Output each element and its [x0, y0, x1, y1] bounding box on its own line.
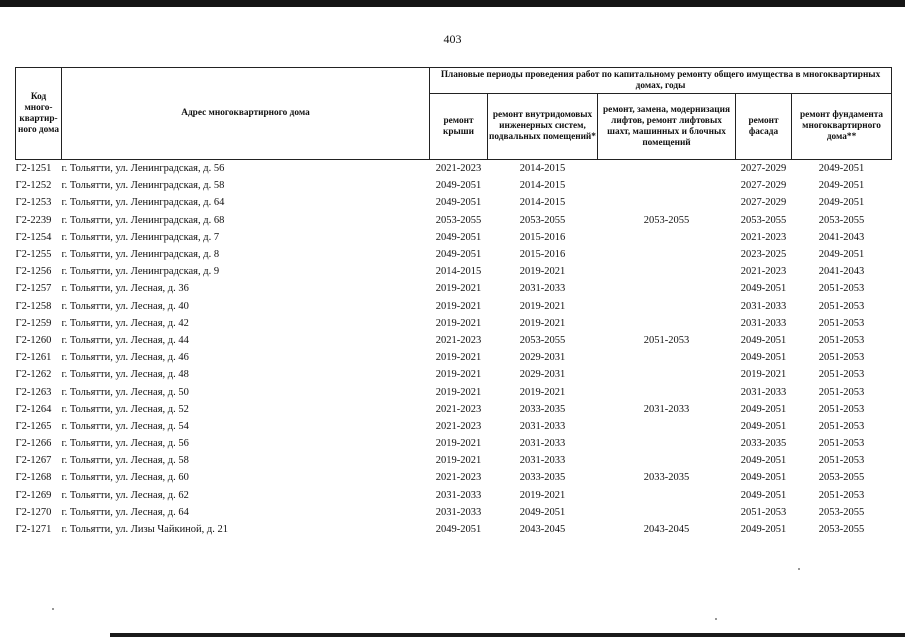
cell-elevators: 2033-2035 [643, 472, 690, 484]
cell-roof: 2021-2023 [435, 163, 482, 175]
cell-roof: 2019-2021 [435, 386, 482, 398]
cell-engineering: 2031-2033 [519, 283, 566, 295]
cell-engineering: 2053-2055 [519, 214, 566, 226]
cell-roof: 2021-2023 [435, 472, 482, 484]
cell-code: Г2-1267 [15, 455, 52, 467]
cell-facade: 2027-2029 [740, 197, 787, 209]
cell-code: Г2-1266 [15, 438, 52, 450]
cell-roof: 2021-2023 [435, 403, 482, 415]
table-row [16, 315, 892, 332]
table-row [16, 383, 892, 400]
cell-facade: 2049-2051 [740, 283, 787, 295]
cell-address: г. Тольятти, ул. Лесная, д. 52 [61, 403, 189, 415]
cell-facade: 2049-2051 [740, 420, 787, 432]
cell-code: Г2-1270 [15, 506, 52, 518]
table-row [16, 418, 892, 435]
cell-elevators [598, 229, 736, 246]
cell-foundation: 2051-2053 [818, 317, 865, 329]
cell-facade: 2031-2033 [740, 386, 787, 398]
cell-foundation: 2051-2053 [818, 386, 865, 398]
cell-address: г. Тольятти, ул. Ленинградская, д. 64 [61, 197, 225, 209]
cell-address: г. Тольятти, ул. Лесная, д. 56 [61, 438, 189, 450]
cell-code: Г2-1252 [15, 180, 52, 192]
cell-facade: 2019-2021 [740, 369, 787, 381]
cell-elevators [598, 177, 736, 194]
cell-engineering: 2043-2045 [519, 524, 566, 536]
cell-facade: 2049-2051 [740, 489, 787, 501]
cell-roof: 2019-2021 [435, 369, 482, 381]
cell-facade: 2023-2025 [740, 249, 787, 261]
cell-engineering: 2033-2035 [519, 472, 566, 484]
table-row [16, 194, 892, 211]
cell-elevators: 2031-2033 [643, 403, 690, 415]
scan-top-edge [0, 0, 905, 7]
cell-roof: 2019-2021 [435, 438, 482, 450]
header-roof: ремонт крыши [430, 94, 488, 160]
cell-foundation: 2041-2043 [818, 231, 865, 243]
cell-engineering: 2031-2033 [519, 455, 566, 467]
cell-foundation: 2051-2053 [818, 334, 865, 346]
cell-facade: 2051-2053 [740, 506, 787, 518]
cell-code: Г2-1251 [15, 163, 52, 175]
table-row [16, 366, 892, 383]
cell-foundation: 2049-2051 [818, 163, 865, 175]
cell-code: Г2-1254 [15, 231, 52, 243]
cell-address: г. Тольятти, ул. Ленинградская, д. 7 [61, 231, 220, 243]
cell-address: г. Тольятти, ул. Лесная, д. 60 [61, 472, 189, 484]
cell-address: г. Тольятти, ул. Ленинградская, д. 8 [61, 249, 220, 261]
cell-roof: 2049-2051 [435, 524, 482, 536]
cell-elevators [598, 349, 736, 366]
cell-elevators [598, 315, 736, 332]
cell-roof: 2031-2033 [435, 489, 482, 501]
cell-engineering: 2019-2021 [519, 266, 566, 278]
cell-code: Г2-1268 [15, 472, 52, 484]
cell-facade: 2049-2051 [740, 403, 787, 415]
cell-foundation: 2041-2043 [818, 266, 865, 278]
table-row [16, 298, 892, 315]
cell-elevators [598, 246, 736, 263]
cell-code: Г2-1259 [15, 317, 52, 329]
cell-elevators: 2053-2055 [643, 214, 690, 226]
table-row [16, 349, 892, 366]
cell-engineering: 2019-2021 [519, 489, 566, 501]
cell-roof: 2019-2021 [435, 455, 482, 467]
cell-address: г. Тольятти, ул. Ленинградская, д. 9 [61, 266, 220, 278]
cell-address: г. Тольятти, ул. Ленинградская, д. 56 [61, 163, 225, 175]
cell-roof: 2019-2021 [435, 352, 482, 364]
cell-address: г. Тольятти, ул. Лесная, д. 50 [61, 386, 189, 398]
cell-code: Г2-1253 [15, 197, 52, 209]
table-row [16, 263, 892, 280]
cell-facade: 2027-2029 [740, 163, 787, 175]
cell-code: Г2-1258 [15, 300, 52, 312]
cell-code: Г2-1257 [15, 283, 52, 295]
cell-elevators [598, 487, 736, 504]
cell-facade: 2031-2033 [740, 300, 787, 312]
cell-elevators [598, 504, 736, 521]
cell-facade: 2031-2033 [740, 317, 787, 329]
cell-roof: 2019-2021 [435, 283, 482, 295]
header-foundation: ремонт фундамента многоквартирного дома** [792, 94, 892, 160]
cell-address: г. Тольятти, ул. Лесная, д. 44 [61, 334, 189, 346]
cell-elevators: 2051-2053 [643, 334, 690, 346]
cell-address: г. Тольятти, ул. Лесная, д. 46 [61, 352, 189, 364]
table-row [16, 401, 892, 418]
table-row [16, 435, 892, 452]
cell-engineering: 2015-2016 [519, 249, 566, 261]
table-row [16, 177, 892, 194]
cell-engineering: 2053-2055 [519, 334, 566, 346]
cell-roof: 2021-2023 [435, 334, 482, 346]
cell-address: г. Тольятти, ул. Лизы Чайкиной, д. 21 [61, 524, 229, 536]
cell-foundation: 2049-2051 [818, 197, 865, 209]
cell-foundation: 2049-2051 [818, 180, 865, 192]
cell-address: г. Тольятти, ул. Лесная, д. 54 [61, 420, 189, 432]
cell-code: Г2-1261 [15, 352, 52, 364]
table-body [16, 160, 892, 539]
header-elevators: ремонт, замена, модернизация лифтов, ремонт лифтовых шахт, машинных и блочных помещений [598, 94, 736, 160]
page-number: 403 [443, 32, 462, 46]
cell-roof: 2049-2051 [435, 180, 482, 192]
cell-code: Г2-1255 [15, 249, 52, 261]
cell-elevators [598, 418, 736, 435]
table-row [16, 487, 892, 504]
cell-code: Г2-1265 [15, 420, 52, 432]
cell-roof: 2049-2051 [435, 249, 482, 261]
cell-elevators [598, 160, 736, 178]
header-periods-group: Плановые периоды проведения работ по капитальному ремонту общего имущества в многоквартирных домах, годы [430, 68, 892, 94]
cell-facade: 2049-2051 [740, 334, 787, 346]
cell-address: г. Тольятти, ул. Лесная, д. 42 [61, 317, 189, 329]
cell-code: Г2-1256 [15, 266, 52, 278]
cell-elevators [598, 194, 736, 211]
cell-foundation: 2051-2053 [818, 283, 865, 295]
table-row [16, 160, 892, 178]
cell-engineering: 2019-2021 [519, 300, 566, 312]
cell-roof: 2049-2051 [435, 197, 482, 209]
cell-foundation: 2051-2053 [818, 300, 865, 312]
table-row [16, 504, 892, 521]
cell-engineering: 2029-2031 [519, 369, 566, 381]
cell-foundation: 2051-2053 [818, 438, 865, 450]
cell-roof: 2019-2021 [435, 317, 482, 329]
cell-foundation: 2051-2053 [818, 352, 865, 364]
header-facade: ремонт фасада [736, 94, 792, 160]
table-row [16, 212, 892, 229]
cell-roof: 2021-2023 [435, 420, 482, 432]
cell-engineering: 2014-2015 [519, 180, 566, 192]
cell-code: Г2-1269 [15, 489, 52, 501]
cell-code: Г2-2239 [15, 214, 52, 226]
table-row [16, 280, 892, 297]
header-code: Код много-квартир-ного дома [16, 68, 62, 160]
cell-elevators [598, 280, 736, 297]
cell-roof: 2031-2033 [435, 506, 482, 518]
cell-foundation: 2053-2055 [818, 214, 865, 226]
cell-foundation: 2053-2055 [818, 524, 865, 536]
cell-engineering: 2014-2015 [519, 197, 566, 209]
cell-facade: 2049-2051 [740, 455, 787, 467]
header-engineering: ремонт внутридомовых инженерных систем, подвальных помещений* [488, 94, 598, 160]
cell-code: Г2-1262 [15, 369, 52, 381]
cell-facade: 2049-2051 [740, 472, 787, 484]
cell-code: Г2-1263 [15, 386, 52, 398]
cell-engineering: 2015-2016 [519, 231, 566, 243]
cell-engineering: 2019-2021 [519, 386, 566, 398]
cell-foundation: 2051-2053 [818, 455, 865, 467]
cell-code: Г2-1260 [15, 334, 52, 346]
cell-address: г. Тольятти, ул. Лесная, д. 36 [61, 283, 189, 295]
cell-code: Г2-1271 [15, 524, 52, 536]
cell-roof: 2019-2021 [435, 300, 482, 312]
scan-speck [715, 618, 717, 620]
cell-roof: 2049-2051 [435, 231, 482, 243]
cell-address: г. Тольятти, ул. Ленинградская, д. 58 [61, 180, 225, 192]
cell-facade: 2021-2023 [740, 266, 787, 278]
cell-engineering: 2033-2035 [519, 403, 566, 415]
cell-foundation: 2051-2053 [818, 369, 865, 381]
table-row [16, 452, 892, 469]
cell-facade: 2021-2023 [740, 231, 787, 243]
table-row [16, 521, 892, 538]
cell-elevators [598, 298, 736, 315]
cell-facade: 2049-2051 [740, 524, 787, 536]
cell-address: г. Тольятти, ул. Лесная, д. 48 [61, 369, 189, 381]
cell-engineering: 2029-2031 [519, 352, 566, 364]
cell-elevators [598, 452, 736, 469]
cell-address: г. Тольятти, ул. Лесная, д. 62 [61, 489, 189, 501]
cell-roof: 2053-2055 [435, 214, 482, 226]
cell-elevators [598, 435, 736, 452]
table-row [16, 469, 892, 486]
cell-engineering: 2031-2033 [519, 420, 566, 432]
cell-facade: 2027-2029 [740, 180, 787, 192]
header-address: Адрес многоквартирного дома [62, 68, 430, 160]
cell-facade: 2049-2051 [740, 352, 787, 364]
cell-elevators [598, 366, 736, 383]
cell-address: г. Тольятти, ул. Лесная, д. 64 [61, 506, 189, 518]
repair-schedule-table [15, 67, 892, 538]
table-row [16, 332, 892, 349]
cell-address: г. Тольятти, ул. Ленинградская, д. 68 [61, 214, 225, 226]
cell-roof: 2014-2015 [435, 266, 482, 278]
scan-bottom-edge [110, 633, 905, 637]
cell-foundation: 2051-2053 [818, 489, 865, 501]
cell-foundation: 2053-2055 [818, 472, 865, 484]
cell-foundation: 2053-2055 [818, 506, 865, 518]
table-row [16, 229, 892, 246]
table-row [16, 246, 892, 263]
cell-engineering: 2031-2033 [519, 438, 566, 450]
cell-engineering: 2049-2051 [519, 506, 566, 518]
cell-engineering: 2019-2021 [519, 317, 566, 329]
cell-code: Г2-1264 [15, 403, 52, 415]
cell-foundation: 2051-2053 [818, 420, 865, 432]
scan-speck [52, 608, 54, 610]
cell-elevators: 2043-2045 [643, 524, 690, 536]
cell-foundation: 2049-2051 [818, 249, 865, 261]
cell-engineering: 2014-2015 [519, 163, 566, 175]
scan-speck [798, 568, 800, 570]
cell-foundation: 2051-2053 [818, 403, 865, 415]
cell-elevators [598, 263, 736, 280]
cell-facade: 2033-2035 [740, 438, 787, 450]
cell-address: г. Тольятти, ул. Лесная, д. 58 [61, 455, 189, 467]
cell-elevators [598, 383, 736, 400]
cell-facade: 2053-2055 [740, 214, 787, 226]
cell-address: г. Тольятти, ул. Лесная, д. 40 [61, 300, 189, 312]
